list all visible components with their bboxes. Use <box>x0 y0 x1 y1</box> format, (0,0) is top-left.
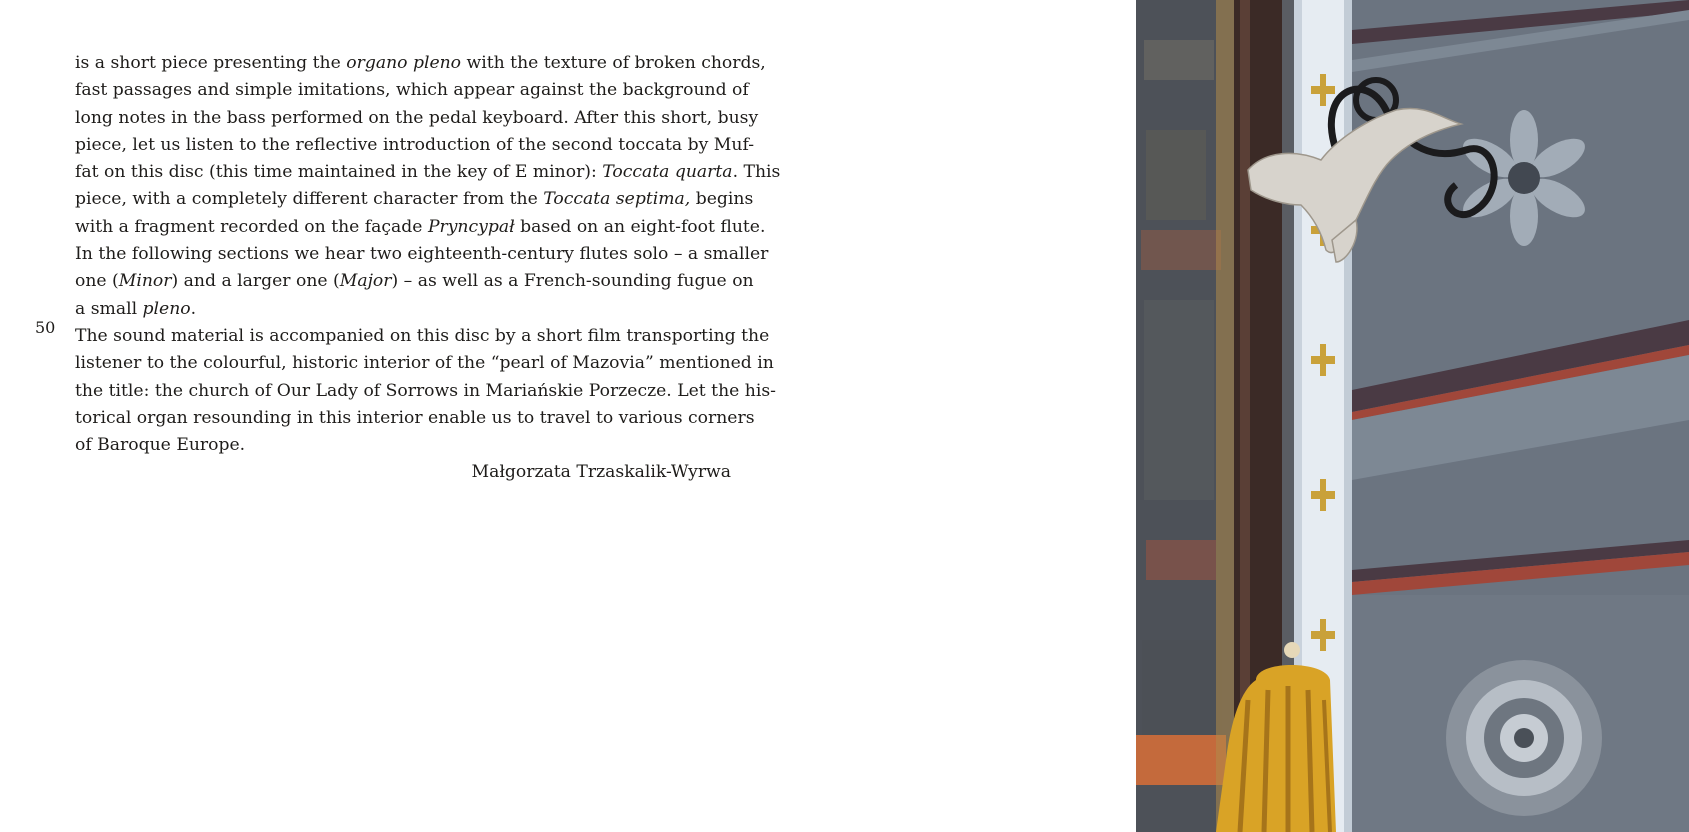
text-line <box>75 77 749 104</box>
paragraph-1 <box>75 50 781 323</box>
italic-text: Toccata quarta <box>602 162 733 183</box>
text-run: one ( <box>75 271 119 292</box>
text-run: ) and a larger one ( <box>171 271 340 292</box>
text-line <box>75 241 769 268</box>
text-line <box>75 159 781 186</box>
text-run: of Baroque Europe. <box>75 435 246 456</box>
italic-text: Toccata septima, <box>543 189 691 210</box>
text-column <box>75 50 781 487</box>
text-run: The sound material is accompanied on this disc by a short film transporting the <box>75 325 770 346</box>
text-run: with a fragment recorded on the façade <box>75 216 428 237</box>
italic-text: Major <box>339 271 392 292</box>
italic-text: Pryncypał <box>427 216 515 237</box>
text-line <box>75 105 759 132</box>
text-run: piece, with a completely different character from the <box>75 189 544 210</box>
text-line <box>75 268 754 295</box>
text-run: a small <box>75 298 143 319</box>
text-line <box>75 378 776 405</box>
text-line <box>75 350 774 377</box>
text-line <box>75 132 755 159</box>
text-run: the title: the church of Our Lady of Sorrows in Mariańskie Porzecze. Let the his- <box>75 380 776 401</box>
text-run: In the following sections we hear two eighteenth-century flutes solo – a smaller <box>75 244 769 265</box>
italic-text: organo pleno <box>346 53 462 73</box>
text-line <box>75 214 766 241</box>
paragraph-2 <box>75 323 776 459</box>
text-run: torical organ resounding in this interior enable us to travel to various corners <box>75 407 755 428</box>
church-interior-photo <box>1136 0 1689 832</box>
author-signature: Małgorzata Trzaskalik-Wyrwa <box>471 462 731 483</box>
italic-text: Minor <box>118 271 172 292</box>
text-run: . <box>190 298 197 319</box>
text-line <box>75 323 770 350</box>
text-run: listener to the colourful, historic interior of the “pearl of Mazovia” mentioned in <box>75 353 774 374</box>
text-run: . This <box>732 162 781 183</box>
italic-text: pleno <box>142 298 191 319</box>
text-line <box>75 405 755 432</box>
text-line <box>75 432 731 459</box>
page-number: 50 <box>35 318 56 337</box>
text-line <box>75 296 731 323</box>
text-run: long notes in the bass performed on the pedal keyboard. After this short, busy <box>75 107 759 128</box>
text-run: fat on this disc (this time maintained in the key of E minor): <box>75 162 603 183</box>
text-run: begins <box>690 189 754 210</box>
text-run: fast passages and simple imitations, which appear against the background of <box>75 80 749 101</box>
text-run: based on an eight-foot flute. <box>514 216 766 237</box>
text-line <box>75 50 766 77</box>
text-line <box>75 186 754 213</box>
photo-illustration <box>1136 0 1689 832</box>
text-run: piece, let us listen to the reflective introduction of the second toccata by Muf- <box>75 134 755 155</box>
text-run: is a short piece presenting the <box>75 53 347 73</box>
text-run: with the texture of broken chords, <box>461 53 766 73</box>
text-run: ) – as well as a French-sounding fugue on <box>391 271 754 292</box>
